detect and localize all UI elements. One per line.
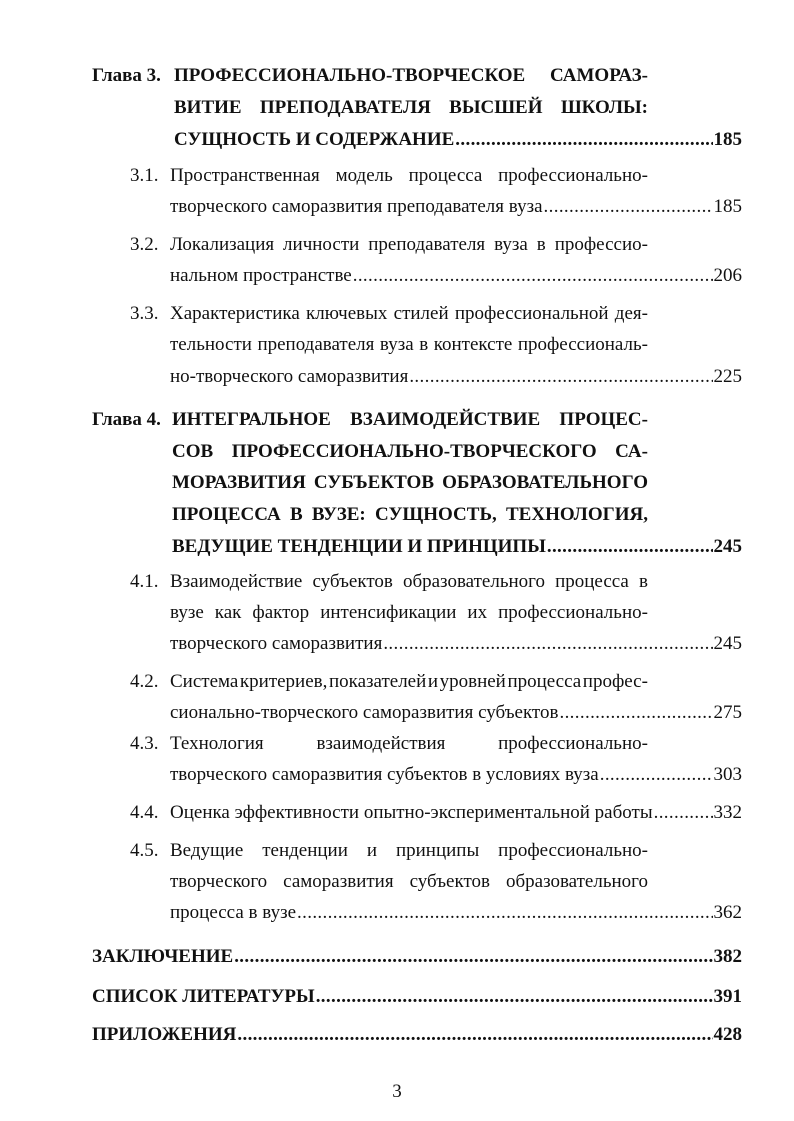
- word: Характеристика: [170, 303, 300, 324]
- word: Пространственная: [170, 165, 320, 186]
- word: преподавателя: [368, 234, 486, 255]
- word: ПРОЦЕССА: [172, 504, 281, 525]
- word: дея-: [614, 303, 648, 324]
- section-4-1-page: 245: [713, 633, 742, 654]
- word: вуза: [379, 334, 414, 355]
- chapter-3-title-line-2: [174, 96, 648, 120]
- word: СА-: [615, 441, 648, 462]
- section-3-2-line-1: [170, 233, 648, 257]
- word: ВУЗЕ:: [311, 504, 366, 525]
- leader-dots: [237, 1023, 712, 1047]
- word: интенсификации: [320, 602, 457, 623]
- word: образовательного: [505, 871, 648, 892]
- section-3-3-page: 225: [713, 366, 742, 387]
- section-4-1-title-end: творческого саморазвития: [170, 633, 383, 654]
- leader-dots: [316, 985, 713, 1009]
- chapter-4-title-line-2: [172, 440, 648, 464]
- leader-dots: [544, 195, 713, 219]
- chapter-3-title-end: СУЩНОСТЬ И СОДЕРЖАНИЕ: [174, 129, 455, 150]
- word: ПРЕПОДАВАТЕЛЯ: [259, 97, 431, 118]
- leader-dots: [600, 763, 713, 787]
- chapter-3-title-line-3: [174, 128, 742, 152]
- page-number: 3: [392, 1081, 402, 1102]
- leader-dots: [234, 945, 712, 969]
- section-3-2-number: 3.2.: [130, 234, 159, 255]
- word: ШКОЛЫ:: [560, 97, 648, 118]
- word: тенденции: [262, 840, 348, 861]
- chapter-3-page: 185: [713, 129, 742, 150]
- word: профессионально-: [498, 602, 648, 623]
- word: МОРАЗВИТИЯ: [172, 472, 306, 493]
- section-3-1-line-1: [170, 164, 648, 188]
- word: ПРОФЕССИОНАЛЬНО-ТВОРЧЕСКОГО: [231, 441, 597, 462]
- word: стилей: [393, 303, 449, 324]
- word: ВЗАИМОДЕЙСТВИЕ: [350, 409, 541, 430]
- chapter-4-prefix: Глава 4.: [92, 409, 161, 430]
- references-page: 391: [713, 986, 742, 1007]
- word: показателей: [328, 671, 427, 692]
- chapter-4-page: 245: [713, 536, 742, 557]
- word: преподавателя: [257, 334, 375, 355]
- section-4-1-line-1: [170, 570, 648, 594]
- section-4-4-title: Оценка эффективности опытно-экспериментальной работы: [170, 802, 653, 823]
- word: ключевых: [306, 303, 388, 324]
- word: творческого: [170, 871, 268, 892]
- word: САМОРАЗ-: [550, 65, 648, 86]
- word: как: [214, 602, 242, 623]
- section-3-1-title-end: творческого саморазвития преподавателя вуза: [170, 196, 543, 217]
- toc-references: [92, 985, 742, 1009]
- word: в: [419, 334, 429, 355]
- word: профес-: [582, 671, 648, 692]
- word: тельности: [170, 334, 252, 355]
- word: их: [467, 602, 488, 623]
- word: Ведущие: [170, 840, 244, 861]
- word: модель: [335, 165, 393, 186]
- leader-dots: [297, 901, 712, 925]
- word: критериев,: [239, 671, 328, 692]
- appendices-page: 428: [713, 1024, 742, 1045]
- word: и: [366, 840, 377, 861]
- word: профессио-: [554, 234, 648, 255]
- chapter-3-prefix: Глава 3.: [92, 65, 161, 86]
- word: СОВ: [172, 441, 214, 462]
- section-4-5-title-end: процесса в вузе: [170, 902, 297, 923]
- word: ТЕХНОЛОГИЯ,: [506, 504, 648, 525]
- section-3-2-line-2: [170, 264, 742, 288]
- word: взаимодействия: [316, 733, 446, 754]
- word: в: [536, 234, 546, 255]
- leader-dots: [654, 801, 713, 825]
- word: контексте: [433, 334, 513, 355]
- word: Система: [170, 671, 239, 692]
- chapter-4-title-line-4: [172, 503, 648, 527]
- word: вузе: [170, 602, 204, 623]
- section-3-2-title-end: нальном пространстве: [170, 265, 352, 286]
- section-4-4-page: 332: [713, 802, 742, 823]
- word: ВИТИЕ: [174, 97, 242, 118]
- word: субъектов: [409, 871, 490, 892]
- section-4-5-number: 4.5.: [130, 840, 159, 861]
- references-title: СПИСОК ЛИТЕРАТУРЫ: [92, 986, 315, 1007]
- leader-dots: [559, 701, 712, 725]
- section-4-4-line-1: [170, 801, 742, 825]
- leader-dots: [455, 128, 712, 152]
- leader-dots: [383, 632, 712, 656]
- section-4-2-number: 4.2.: [130, 671, 159, 692]
- chapter-4-title-end: ВЕДУЩИЕ ТЕНДЕНЦИИ И ПРИНЦИПЫ: [172, 536, 546, 557]
- section-3-1-page: 185: [713, 196, 742, 217]
- conclusion-title: ЗАКЛЮЧЕНИЕ: [92, 946, 234, 967]
- section-4-2-line-1: [170, 670, 648, 694]
- word: принципы: [395, 840, 480, 861]
- section-4-1-line-2: [170, 601, 648, 625]
- chapter-4-title-line-3: [172, 471, 648, 495]
- section-3-3-number: 3.3.: [130, 303, 159, 324]
- section-4-1-line-3: [170, 632, 742, 656]
- word: ПРОФЕССИОНАЛЬНО-ТВОРЧЕСКОЕ: [174, 65, 526, 86]
- word: профессионально-: [498, 840, 648, 861]
- word: профессионально-: [498, 733, 648, 754]
- section-4-1-number: 4.1.: [130, 571, 159, 592]
- word: Технология: [170, 733, 264, 754]
- word: процесса: [555, 571, 629, 592]
- section-4-3-line-1: [170, 732, 648, 756]
- section-3-3-title-end: но-творческого саморазвития: [170, 366, 409, 387]
- section-4-5-line-1: [170, 839, 648, 863]
- section-4-3-page: 303: [713, 764, 742, 785]
- chapter-3-title-line-1: [174, 64, 648, 88]
- word: Локализация: [170, 234, 275, 255]
- section-4-2-title-end: сионально-творческого саморазвития субъектов: [170, 702, 559, 723]
- conclusion-page: 382: [713, 946, 742, 967]
- word: СУЩНОСТЬ,: [374, 504, 497, 525]
- word: ПРОЦЕС-: [559, 409, 648, 430]
- word: профессиональ-: [517, 334, 648, 355]
- section-3-3-line-2: [170, 333, 648, 357]
- section-4-3-line-2: [170, 763, 742, 787]
- chapter-4-title-line-1: [172, 408, 648, 432]
- word: процесса: [408, 165, 483, 186]
- word: фактор: [252, 602, 310, 623]
- word: СУБЪЕКТОВ: [313, 472, 435, 493]
- leader-dots: [409, 365, 712, 389]
- section-3-2-page: 206: [713, 265, 742, 286]
- section-3-1-number: 3.1.: [130, 165, 159, 186]
- section-4-5-page: 362: [713, 902, 742, 923]
- section-4-4-number: 4.4.: [130, 802, 159, 823]
- appendices-title: ПРИЛОЖЕНИЯ: [92, 1024, 237, 1045]
- word: вуза: [494, 234, 528, 255]
- word: ОБРАЗОВАТЕЛЬНОГО: [442, 472, 648, 493]
- word: процесса: [507, 671, 582, 692]
- word: и: [427, 671, 439, 692]
- word: саморазвития: [283, 871, 394, 892]
- word: профессиональной: [454, 303, 609, 324]
- word: профессионально-: [498, 165, 648, 186]
- word: образовательного: [402, 571, 545, 592]
- word: В: [289, 504, 303, 525]
- word: субъектов: [312, 571, 393, 592]
- toc-appendices: [92, 1023, 742, 1047]
- chapter-4-title-line-5: [172, 535, 742, 559]
- leader-dots: [547, 535, 713, 559]
- section-4-3-title-end: творческого саморазвития субъектов в условиях вуза: [170, 764, 599, 785]
- section-4-5-line-2: [170, 870, 648, 894]
- toc-conclusion: [92, 945, 742, 969]
- section-4-5-line-3: [170, 901, 742, 925]
- section-4-2-page: 275: [713, 702, 742, 723]
- leader-dots: [353, 264, 713, 288]
- section-3-3-line-3: [170, 365, 742, 389]
- word: уровней: [439, 671, 506, 692]
- word: в: [638, 571, 648, 592]
- word: ВЫСШЕЙ: [449, 97, 543, 118]
- section-4-2-line-2: [170, 701, 742, 725]
- section-4-3-number: 4.3.: [130, 733, 159, 754]
- section-3-3-line-1: [170, 302, 648, 326]
- word: ИНТЕГРАЛЬНОЕ: [172, 409, 331, 430]
- section-3-1-line-2: [170, 195, 742, 219]
- word: Взаимодействие: [170, 571, 303, 592]
- word: личности: [283, 234, 360, 255]
